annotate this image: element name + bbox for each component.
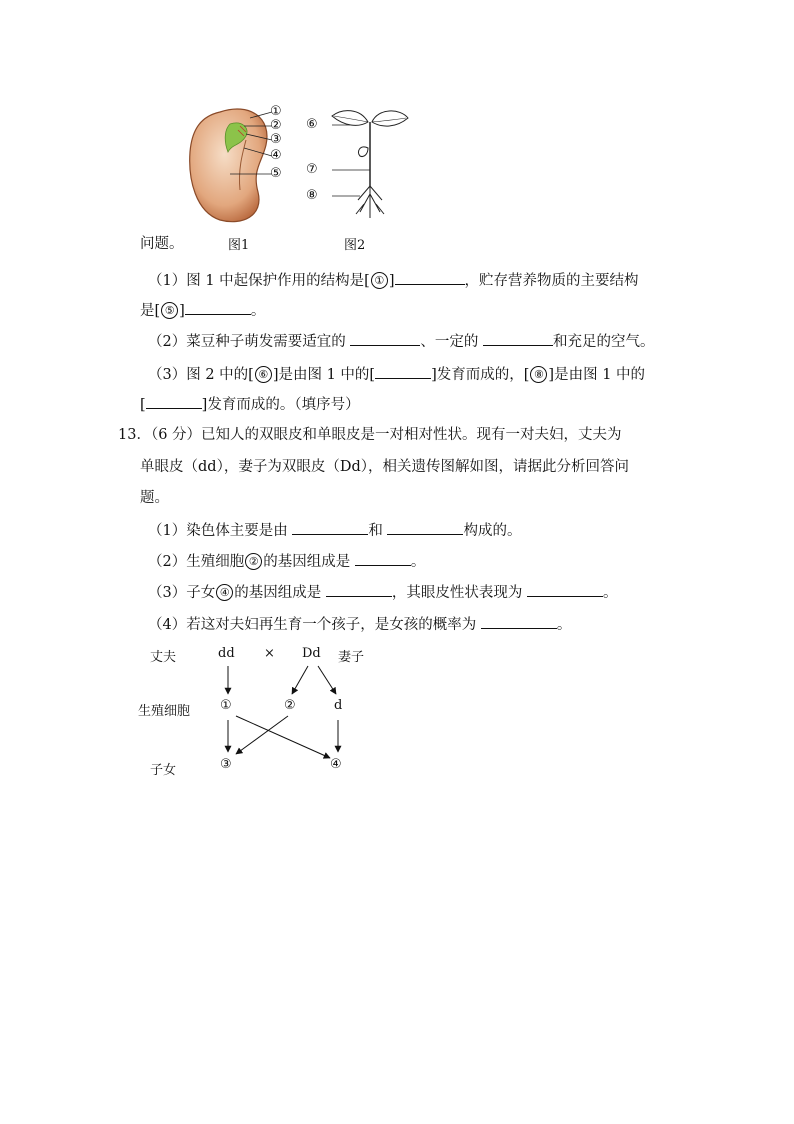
arrow-gamete1-to-child4 — [236, 716, 330, 758]
arrow-gamete2-to-child3 — [236, 716, 288, 754]
fig1-label-4: ④ — [270, 148, 282, 163]
fig2-label-7: ⑦ — [306, 162, 318, 177]
q13-sub1: （1）染色体主要是由 和 构成的。 — [148, 520, 521, 541]
fig2-label-6: ⑥ — [306, 117, 318, 132]
q12-sub3-line1: （3）图 2 中的[ ⑥ ]是由图 1 中的[ ]发育而成的，[ ⑧ ]是由图 1 中的 — [148, 364, 645, 385]
q13-stem-line3: 题。 — [140, 490, 169, 506]
fig2-label-8: ⑧ — [306, 188, 318, 203]
q13-stem-line1: 13．（6 分）已知人的双眼皮和单眼皮是一对相对性状。现有一对夫妇，丈夫为 — [118, 427, 622, 443]
fig1-label-3: ③ — [270, 132, 282, 147]
diagram-offspring-label: 子女 — [150, 763, 177, 778]
diagram-husband-genotype: dd — [218, 646, 235, 661]
circled-5: ⑤ — [161, 302, 178, 319]
question-tail: 问题。 — [140, 236, 184, 252]
q13-sub3: （3）子女 ④ 的基因组成是 ，其眼皮性状表现为 。 — [148, 582, 617, 603]
q13-sub4: （4）若这对夫妇再生育一个孩子，是女孩的概率为 。 — [148, 614, 571, 635]
circled-4: ④ — [216, 584, 233, 601]
q13-stem-line2: 单眼皮（dd），妻子为双眼皮（Dd），相关遗传图解如图，请据此分析回答问 — [140, 459, 629, 475]
diagram-wife-genotype: Dd — [302, 646, 321, 661]
diagram-child-4: ④ — [330, 757, 342, 772]
figure2-caption: 图2 — [344, 238, 366, 253]
q12-sub2: （2）菜豆种子萌发需要适宜的 、一定的 和充足的空气。 — [148, 331, 654, 352]
diagram-wife-label: 妻子 — [338, 650, 365, 665]
diagram-gamete-2: ② — [284, 698, 296, 713]
diagram-cross-symbol: × — [264, 646, 275, 661]
fig1-label-2: ② — [270, 118, 282, 133]
fig1-label-5: ⑤ — [270, 166, 282, 181]
diagram-husband-label: 丈夫 — [150, 650, 177, 665]
diagram-child-3: ③ — [220, 757, 232, 772]
figure1-caption: 图1 — [228, 238, 250, 253]
q12-sub1-line2: 是[ ⑤ ] 。 — [140, 300, 265, 321]
arrow-wife-to-gamete2 — [292, 666, 308, 694]
q12-sub3-line2: [ ]发育而成的。（填序号） — [140, 394, 360, 415]
arrow-wife-to-gamete3 — [318, 666, 336, 694]
circled-2: ② — [245, 553, 262, 570]
circled-8: ⑧ — [530, 366, 547, 383]
circled-6: ⑥ — [255, 366, 272, 383]
fig1-label-1: ① — [270, 104, 282, 119]
circled-1: ① — [371, 272, 388, 289]
diagram-gamete-3: d — [334, 698, 343, 713]
diagram-gamete-label: 生殖细胞 — [138, 704, 191, 719]
q13-sub2: （2）生殖细胞 ② 的基因组成是 。 — [148, 551, 425, 572]
diagram-gamete-1: ① — [220, 698, 232, 713]
q12-sub1-line1: （1）图 1 中起保护作用的结构是[ ① ] ，贮存营养物质的主要结构 — [148, 270, 639, 291]
